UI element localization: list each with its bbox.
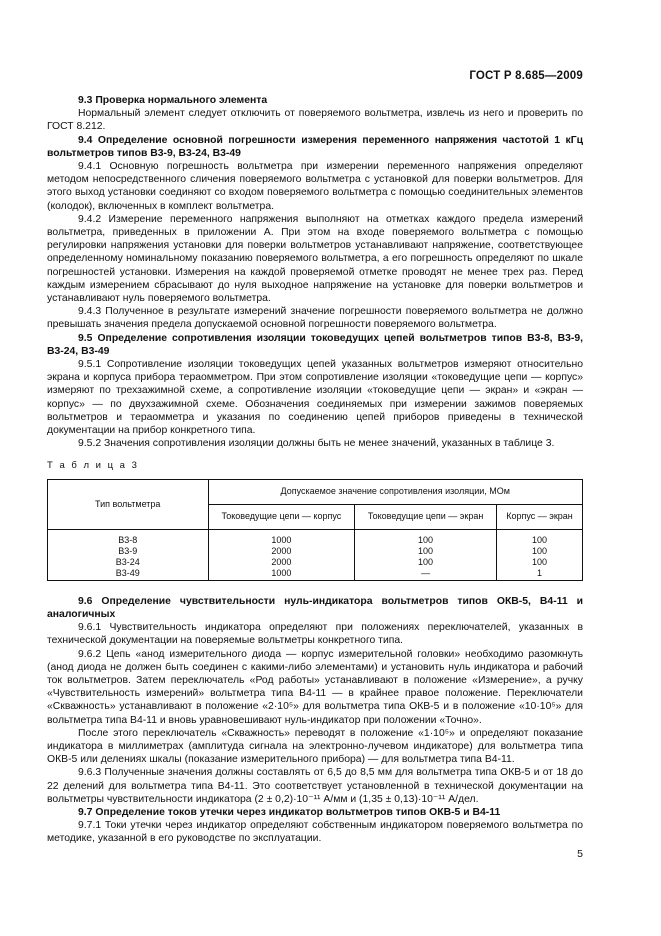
page-body	[47, 94, 583, 846]
table-subheader: Токоведущие цепи — экран	[355, 504, 497, 529]
table-row	[48, 568, 583, 581]
table-cell: 100	[496, 529, 582, 546]
table-cell: 1000	[208, 568, 355, 581]
page-number: 5	[577, 848, 583, 860]
paragraph: 9.7.1 Токи утечки через индикатор определяют собственным индикатором поверяемого вольтметра по методике, указанной в его руководстве по эксплуатации.	[47, 820, 583, 845]
paragraph: 9.4.1 Основную погрешность вольтметра при измерении переменного напряжения определяют методом непосредственного сличения поверяемого вольтметра с установкой для поверки вольтметров. Для этого выход установки соединяют со входом поверяемого вольтметра с помощью соединительных элементов (колодок), включенных в комплект вольтметра.	[47, 161, 583, 212]
section-heading: 9.6 Определение чувствительности нуль-индикатора вольтметров типов ОКВ-5, В4-11 и аналогичных	[47, 595, 583, 620]
text-after-table	[47, 595, 583, 846]
table-cell: В3-24	[48, 557, 209, 568]
paragraph: После этого переключатель «Скважность» переводят в положение «1·10⁵» и определяют показание индикатора в миллиметрах (амплитуда сигнала на электронно-лучевом индикаторе) для вольтметра типа ОКВ-5 или делениях шкалы (показание измерительного прибора) — для вольтметра типа В4-11.	[47, 727, 583, 766]
section-heading: 9.5 Определение сопротивления изоляции токоведущих цепей вольтметров типов В3-8, В3-9, В3-24, В3-49	[47, 332, 583, 357]
table-caption: Т а б л и ц а 3	[47, 460, 139, 472]
table-header-type: Тип вольтметра	[48, 479, 209, 529]
paragraph: 9.6.3 Полученные значения должны составлять от 6,5 до 8,5 мм для вольтметра типа ОКВ-5 и от 18 до 22 делений для вольтметра типа В4-11. Это соответствует установленной в технической документации на вольтметры чувствительности индикатора (2 ± 0,2)·10⁻¹¹ А/мм и (1,35 ± 0,13)·10⁻¹¹ А/дел.	[47, 767, 583, 805]
table-cell: 100	[355, 546, 497, 557]
table-subheader: Корпус — экран	[496, 504, 582, 529]
table-row	[48, 529, 583, 546]
document-header: ГОСТ Р 8.685—2009	[469, 70, 583, 82]
table-row	[48, 557, 583, 568]
paragraph: 9.5.1 Сопротивление изоляции токоведущих цепей указанных вольтметров измеряют относительно экрана и корпуса прибора тераомметром. При этом сопротивление изоляции «токоведущие цепи — корпус» измеряют по трехзажимной схеме, а сопротивление изоляции «токоведущие цепи — экран» и «экран — корпус» — по двухзажимной схеме. Обозначения соединяемых при измерении зажимов поверяемых вольтметров и тераомметра и указания по соединению цепей приборов приведены в технической документации на прибор конкретного типа.	[47, 359, 583, 437]
table-cell: 100	[355, 557, 497, 568]
table-cell: В3-9	[48, 546, 209, 557]
table-group-header: Допускаемое значение сопротивления изоляции, МОм	[208, 479, 583, 504]
paragraph: Нормальный элемент следует отключить от поверяемого вольтметра, извлечь из него и проверить по ГОСТ 8.212.	[47, 108, 583, 133]
table-cell: В3-8	[48, 529, 209, 546]
table-cell: 2000	[208, 557, 355, 568]
section-heading: 9.7 Определение токов утечки через индикатор вольтметров типов ОКВ-5 и В4-11	[78, 806, 501, 818]
paragraph: 9.4.3 Полученное в результате измерений значение погрешности поверяемого вольтметра не должно превышать значения предела допускаемой основной погрешности поверяемого вольтметра.	[47, 306, 583, 331]
section-heading: 9.3 Проверка нормального элемента	[78, 95, 268, 106]
section-heading: 9.4 Определение основной погрешности измерения переменного напряжения частотой 1 кГц вольтметров типов В3-9, В3-24, В3-49	[47, 134, 583, 159]
table-cell: 1	[496, 568, 582, 581]
table-row	[48, 546, 583, 557]
text-before-table	[47, 94, 583, 450]
paragraph: 9.4.2 Измерение переменного напряжения выполняют на отметках каждого предела измерений вольтметра, приведенных в приложении А. При этом на входе поверяемого вольтметра с помощью регулировки напряжения установки для поверки вольтметров устанавливают напряжение, соответствующее определенному номинальному показанию поверяемого вольтметра, а его погрешность определяют по шкале погрешностей установки. Измерения на каждой проверяемой отметке проводят не менее трех раз. Перед каждым измерением сбрасывают до нуля выходное напряжение на установке для поверки вольтметров и устанавливают нуль поверяемого вольтметра.	[47, 213, 583, 305]
table-cell: 100	[496, 546, 582, 557]
table-cell: 2000	[208, 546, 355, 557]
table-cell: —	[355, 568, 497, 581]
insulation-resistance-table	[47, 479, 583, 581]
table-cell: 1000	[208, 529, 355, 546]
paragraph: 9.6.2 Цепь «анод измерительного диода — корпус измерительной головки» необходимо разомкнуть (анод диода не должен быть соединен с какими-либо элементами) и установить нуль индикатора и рабочий ток вольтметров. Затем переключатель «Род работы» устанавливают в положение «Измерение», а ручку «Чувствительность измерений» вольтметра типа В4-11 — в крайнее правое положение. Переключатели «Скважность» устанавливают в положение «2·10⁵» для вольтметра типа ОКВ-5 и в положение «10·10⁵» для вольтметра типа В4-11 и вновь уравновешивают нуль-индикатор при положении «Точно».	[47, 648, 583, 726]
table-cell: 100	[355, 529, 497, 546]
paragraph: 9.5.2 Значения сопротивления изоляции должны быть не менее значений, указанных в таблице 3.	[78, 438, 555, 450]
table-subheader: Токоведущие цепи — корпус	[208, 504, 355, 529]
table-cell: В3-49	[48, 568, 209, 581]
table-cell: 100	[496, 557, 582, 568]
paragraph: 9.6.1 Чувствительность индикатора определяют при положениях переключателей, указанных в технической документации на поверяемые вольтметры конкретного типа.	[47, 622, 583, 647]
